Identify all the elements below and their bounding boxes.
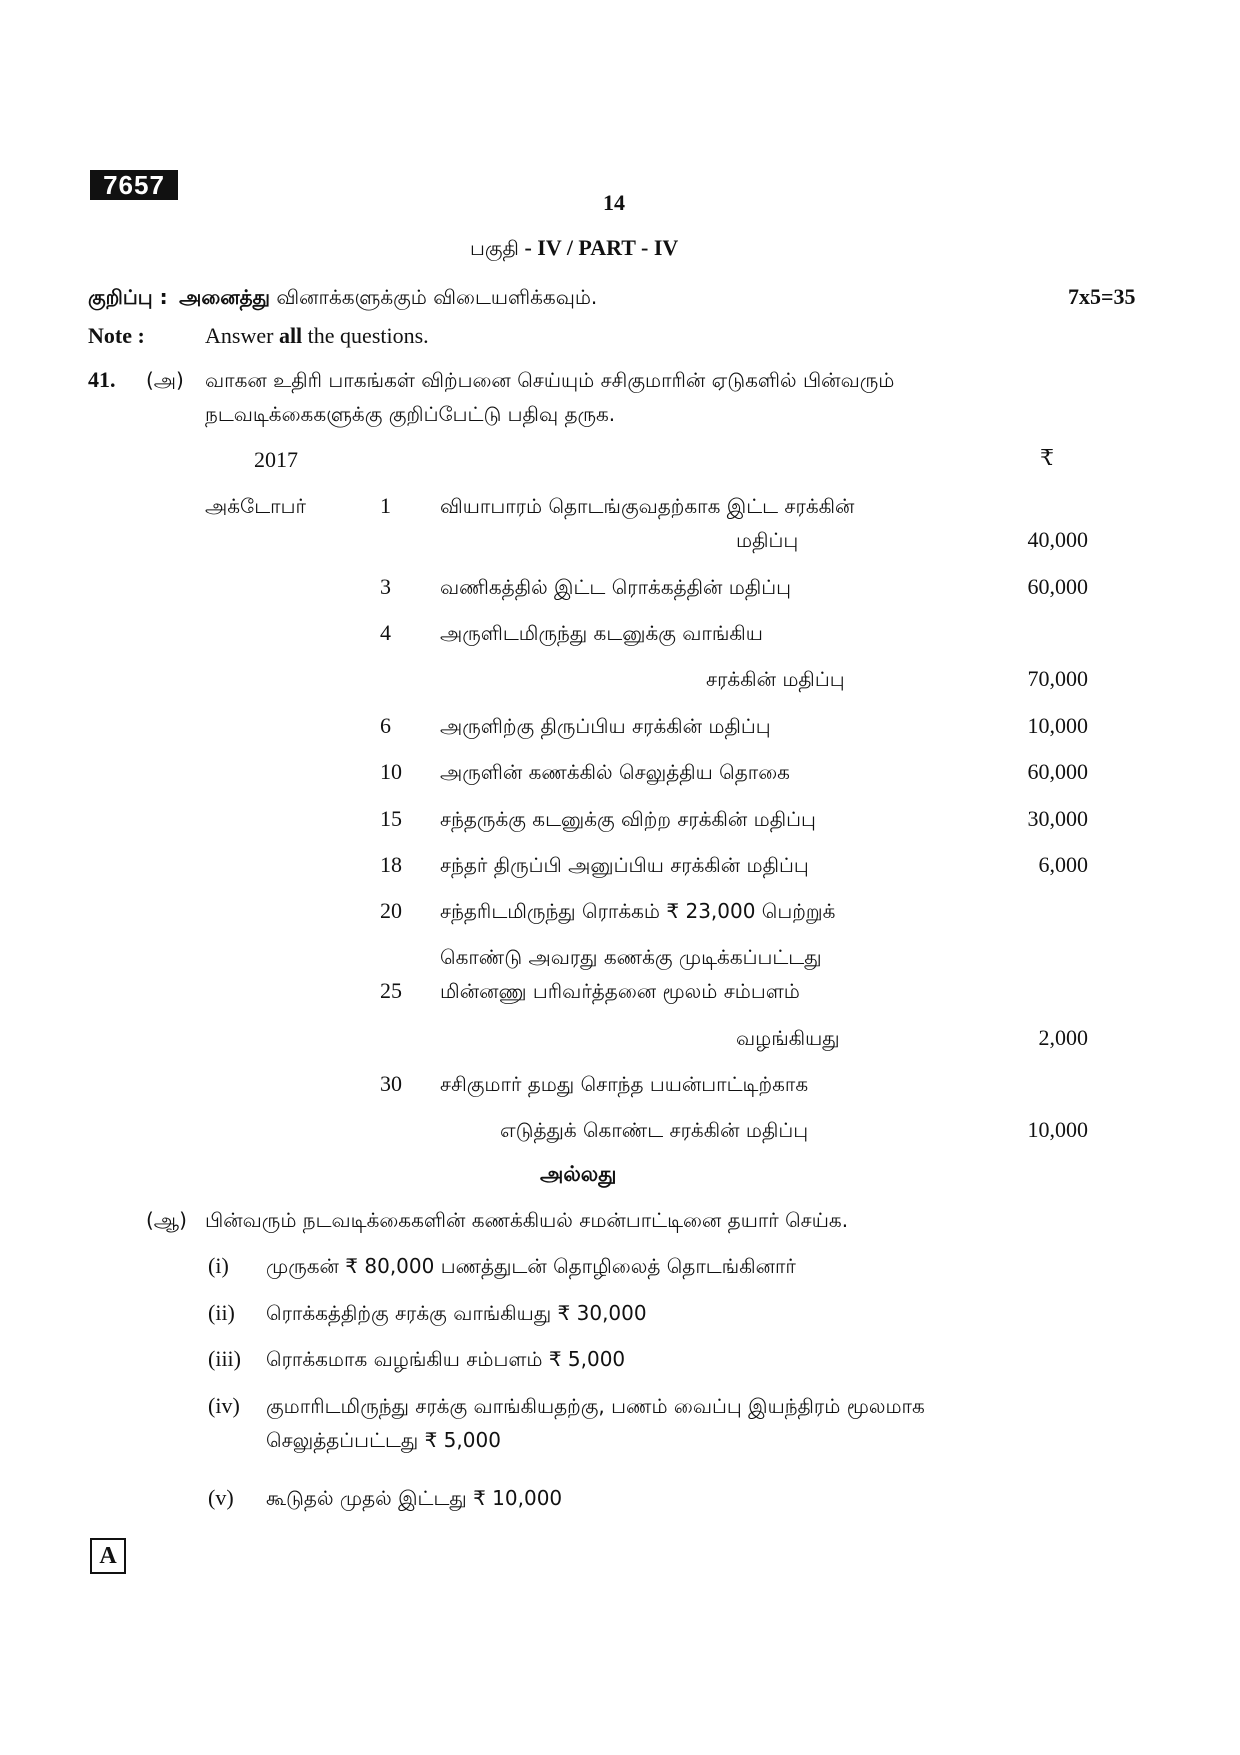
month: அக்டோபர்: [205, 494, 306, 518]
list-item-text: ரொக்கமாக வழங்கிய சம்பளம் ₹ 5,000: [266, 1347, 626, 1371]
transaction-day: 20: [380, 898, 402, 923]
transaction-day: 6: [380, 713, 391, 738]
transaction-desc-cont: சரக்கின் மதிப்பு: [706, 667, 845, 691]
currency-header: ₹: [1040, 445, 1054, 470]
list-item-number: (ii): [208, 1300, 235, 1325]
marks: 7x5=35: [1068, 284, 1136, 309]
transaction-day: 30: [380, 1071, 402, 1096]
list-item-number: (v): [208, 1485, 234, 1510]
transaction-amount: 10,000: [1027, 1117, 1088, 1142]
note-english-bold: all: [278, 323, 303, 348]
transaction-desc: சசிகுமார் தமது சொந்த பயன்பாட்டிற்காக: [440, 1072, 809, 1096]
transaction-amount: 70,000: [1027, 666, 1088, 691]
transaction-day: 10: [380, 759, 402, 784]
note-english-pre: Answer: [205, 323, 279, 348]
transaction-desc: வியாபாரம் தொடங்குவதற்காக இட்ட சரக்கின்: [440, 494, 855, 518]
transaction-amount: 10,000: [1027, 713, 1088, 738]
transaction-day: 1: [380, 493, 391, 518]
transaction-amount: 60,000: [1027, 759, 1088, 784]
transaction-day: 4: [380, 620, 391, 645]
transaction-desc: வணிகத்தில் இட்ட ரொக்கத்தின் மதிப்பு: [440, 575, 792, 599]
transaction-desc-cont: மதிப்பு: [736, 528, 799, 552]
note-english-label: Note :: [88, 323, 145, 348]
list-item-text: ரொக்கத்திற்கு சரக்கு வாங்கியது ₹ 30,000: [266, 1301, 647, 1325]
transaction-amount: 30,000: [1027, 806, 1088, 831]
transaction-desc: அருளின் கணக்கில் செலுத்திய தொகை: [440, 760, 790, 784]
part-title: [470, 235, 678, 263]
transaction-desc: அருளிடமிருந்து கடனுக்கு வாங்கிய: [440, 621, 763, 645]
note-english-post: the questions.: [302, 323, 429, 348]
note-tamil-bold: அனைத்து: [179, 285, 271, 309]
question-b-text: பின்வரும் நடவடிக்கைகளின் கணக்கியல் சமன்பாட்டினை தயார் செய்க.: [205, 1208, 849, 1232]
transaction-desc: சந்தரிடமிருந்து ரொக்கம் ₹ 23,000 பெற்றுக்: [440, 899, 836, 923]
transaction-desc: அருளிற்கு திருப்பிய சரக்கின் மதிப்பு: [440, 714, 771, 738]
or-divider: அல்லது: [540, 1162, 617, 1186]
list-item-text: முருகன் ₹ 80,000 பணத்துடன் தொழிலைத் தொடங்கினார்: [266, 1254, 796, 1278]
transaction-day: 15: [380, 806, 402, 831]
note-tamil: [88, 284, 597, 312]
transaction-desc-cont: எடுத்துக் கொண்ட சரக்கின் மதிப்பு: [500, 1118, 809, 1142]
question-a-label: (அ): [146, 368, 184, 392]
transaction-desc: மின்னணு பரிவர்த்தனை மூலம் சம்பளம்: [440, 979, 800, 1003]
transaction-amount: 6,000: [1038, 852, 1088, 877]
list-item-text: கூடுதல் முதல் இட்டது ₹ 10,000: [266, 1486, 563, 1510]
note-english: [88, 323, 429, 349]
transaction-desc-cont: கொண்டு அவரது கணக்கு முடிக்கப்பட்டது: [440, 945, 822, 969]
question-b-label: (ஆ): [146, 1208, 187, 1232]
transaction-amount: 40,000: [1027, 527, 1088, 552]
note-tamil-rest: வினாக்களுக்கும் விடையளிக்கவும்.: [270, 285, 598, 309]
list-item-number: (iii): [208, 1346, 241, 1371]
list-item-number: (i): [208, 1253, 229, 1278]
page-number: 14: [603, 190, 625, 215]
transaction-desc-cont: வழங்கியது: [736, 1026, 840, 1050]
part-title-tamil: பகுதி: [470, 236, 519, 260]
note-tamil-label: குறிப்பு :: [88, 285, 168, 309]
part-title-english: - IV / PART - IV: [518, 235, 679, 260]
transaction-amount: 60,000: [1027, 574, 1088, 599]
transaction-desc: சந்தர் திருப்பி அனுப்பிய சரக்கின் மதிப்பு: [440, 853, 809, 877]
question-a-line1: வாகன உதிரி பாகங்கள் விற்பனை செய்யும் சசிகுமாரின் ஏடுகளில் பின்வரும்: [205, 368, 895, 392]
list-item-number: (iv): [208, 1393, 240, 1418]
paper-code-badge: 7657: [90, 170, 178, 200]
list-item-text: குமாரிடமிருந்து சரக்கு வாங்கியதற்கு, பணம் வைப்பு இயந்திரம் மூலமாக: [266, 1394, 925, 1418]
list-item-text-cont: செலுத்தப்பட்டது ₹ 5,000: [266, 1428, 501, 1452]
year: 2017: [254, 447, 298, 472]
transaction-day: 25: [380, 978, 402, 1003]
transaction-desc: சந்தருக்கு கடனுக்கு விற்ற சரக்கின் மதிப்பு: [440, 807, 816, 831]
transaction-day: 18: [380, 852, 402, 877]
version-letter-box: A: [90, 1538, 126, 1574]
transaction-day: 3: [380, 574, 391, 599]
question-a-line2: நடவடிக்கைகளுக்கு குறிப்பேட்டு பதிவு தருக.: [205, 402, 616, 426]
transaction-amount: 2,000: [1038, 1025, 1088, 1050]
question-number: 41.: [88, 367, 116, 392]
